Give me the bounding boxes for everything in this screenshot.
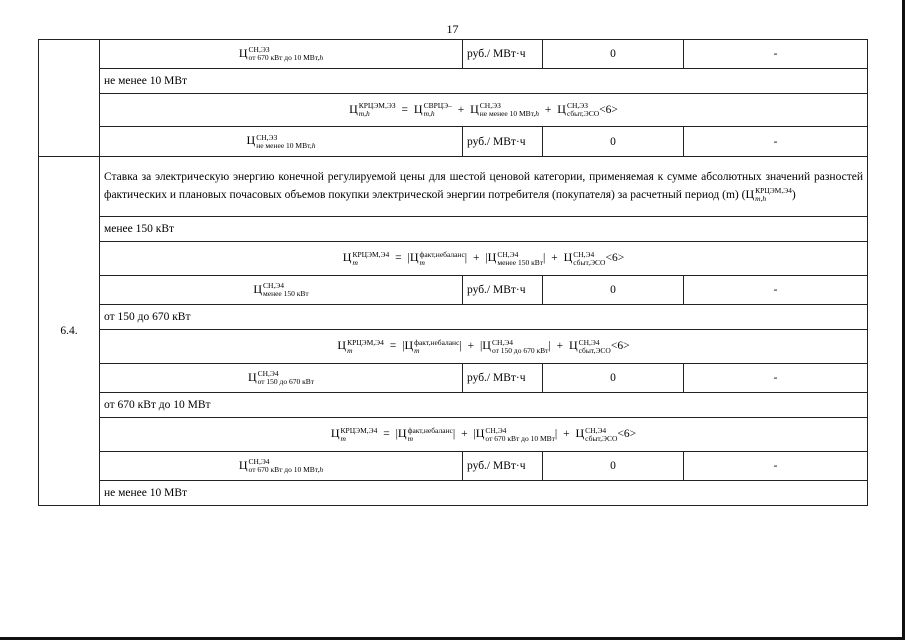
table-row [39, 364, 868, 393]
section-description: Ставка за электрическую энергию конечной регулируемой цены для шестой ценовой категории, применяемая к сумме абсолютных значений разностей фактических и плановых почасовых объемов покупки электрической энергии потребителя (покупателя) за расчетный период (m) (Ц КРЦЭМ,Э4 m,h ) [100, 157, 868, 217]
table-row [39, 393, 868, 418]
number-cell [39, 40, 100, 157]
table-row [39, 418, 868, 452]
table-row [39, 452, 868, 481]
dash-cell: - [684, 40, 868, 69]
value-cell: 0 [543, 452, 684, 481]
formula-cell: Ц КРЦЭМ,Э4 m = |Ц факт,небаланс m | + |Ц СН,Э4 от 150 до 670 кВт | + Ц СН,Э4 сбыт,ЭСО <6> [100, 330, 868, 364]
dash-cell: - [684, 452, 868, 481]
tariff-name: Ц СН,Э4 от 670 кВт до 10 МВт,h [100, 452, 463, 481]
table-row [39, 69, 868, 94]
table-row [39, 305, 868, 330]
unit-cell: руб./ МВт·ч [463, 127, 543, 157]
formula-cell: Ц КРЦЭМ,Э4 m = |Ц факт,небаланс m | + |Ц СН,Э4 менее 150 кВт | + Ц СН,Э4 сбыт,ЭСО <6> [100, 242, 868, 276]
dash-cell: - [684, 364, 868, 393]
value-cell: 0 [543, 40, 684, 69]
tariff-name: Ц СН,ЭЗ от 670 кВт до 10 МВт,h [100, 40, 463, 69]
range-label: не менее 10 МВт [100, 69, 868, 94]
value-cell: 0 [543, 364, 684, 393]
value-cell: 0 [543, 127, 684, 157]
table-row [39, 94, 868, 127]
formula-cell: Ц КРЦЭМ,Э4 m = |Ц факт,небаланс m | + |Ц СН,Э4 от 670 кВт до 10 МВт | + Ц СН,Э4 сбыт,ЭСО <6> [100, 418, 868, 452]
range-label: от 150 до 670 кВт [100, 305, 868, 330]
table-row [39, 40, 868, 69]
tariff-name: Ц СН,Э4 от 150 до 670 кВт [100, 364, 463, 393]
range-label: менее 150 кВт [100, 217, 868, 242]
tariff-name: Ц СН,ЭЗ не менее 10 МВт,h [100, 127, 463, 157]
table-row [39, 481, 868, 506]
unit-cell: руб./ МВт·ч [463, 40, 543, 69]
tariff-table [38, 39, 868, 506]
dash-cell: - [684, 127, 868, 157]
formula-cell: Ц КРЦЭМ,ЭЗ m,h = Ц СВРЦЭ– m,h + Ц СН,ЭЗ не менее 10 МВт,h + Ц СН,ЭЗ сбыт,ЭСО <6> [100, 94, 868, 127]
section-number: 6.4. [39, 157, 100, 506]
unit-cell: руб./ МВт·ч [463, 452, 543, 481]
table-row [39, 276, 868, 305]
dash-cell: - [684, 276, 868, 305]
range-label: от 670 кВт до 10 МВт [100, 393, 868, 418]
page-number: 17 [446, 22, 459, 36]
table-row [39, 127, 868, 157]
unit-cell: руб./ МВт·ч [463, 364, 543, 393]
table-row [39, 242, 868, 276]
tariff-name: Ц СН,Э4 менее 150 кВт [100, 276, 463, 305]
range-label: не менее 10 МВт [100, 481, 868, 506]
table-row [39, 217, 868, 242]
table-row [39, 330, 868, 364]
value-cell: 0 [543, 276, 684, 305]
unit-cell: руб./ МВт·ч [463, 276, 543, 305]
table-row [39, 157, 868, 217]
